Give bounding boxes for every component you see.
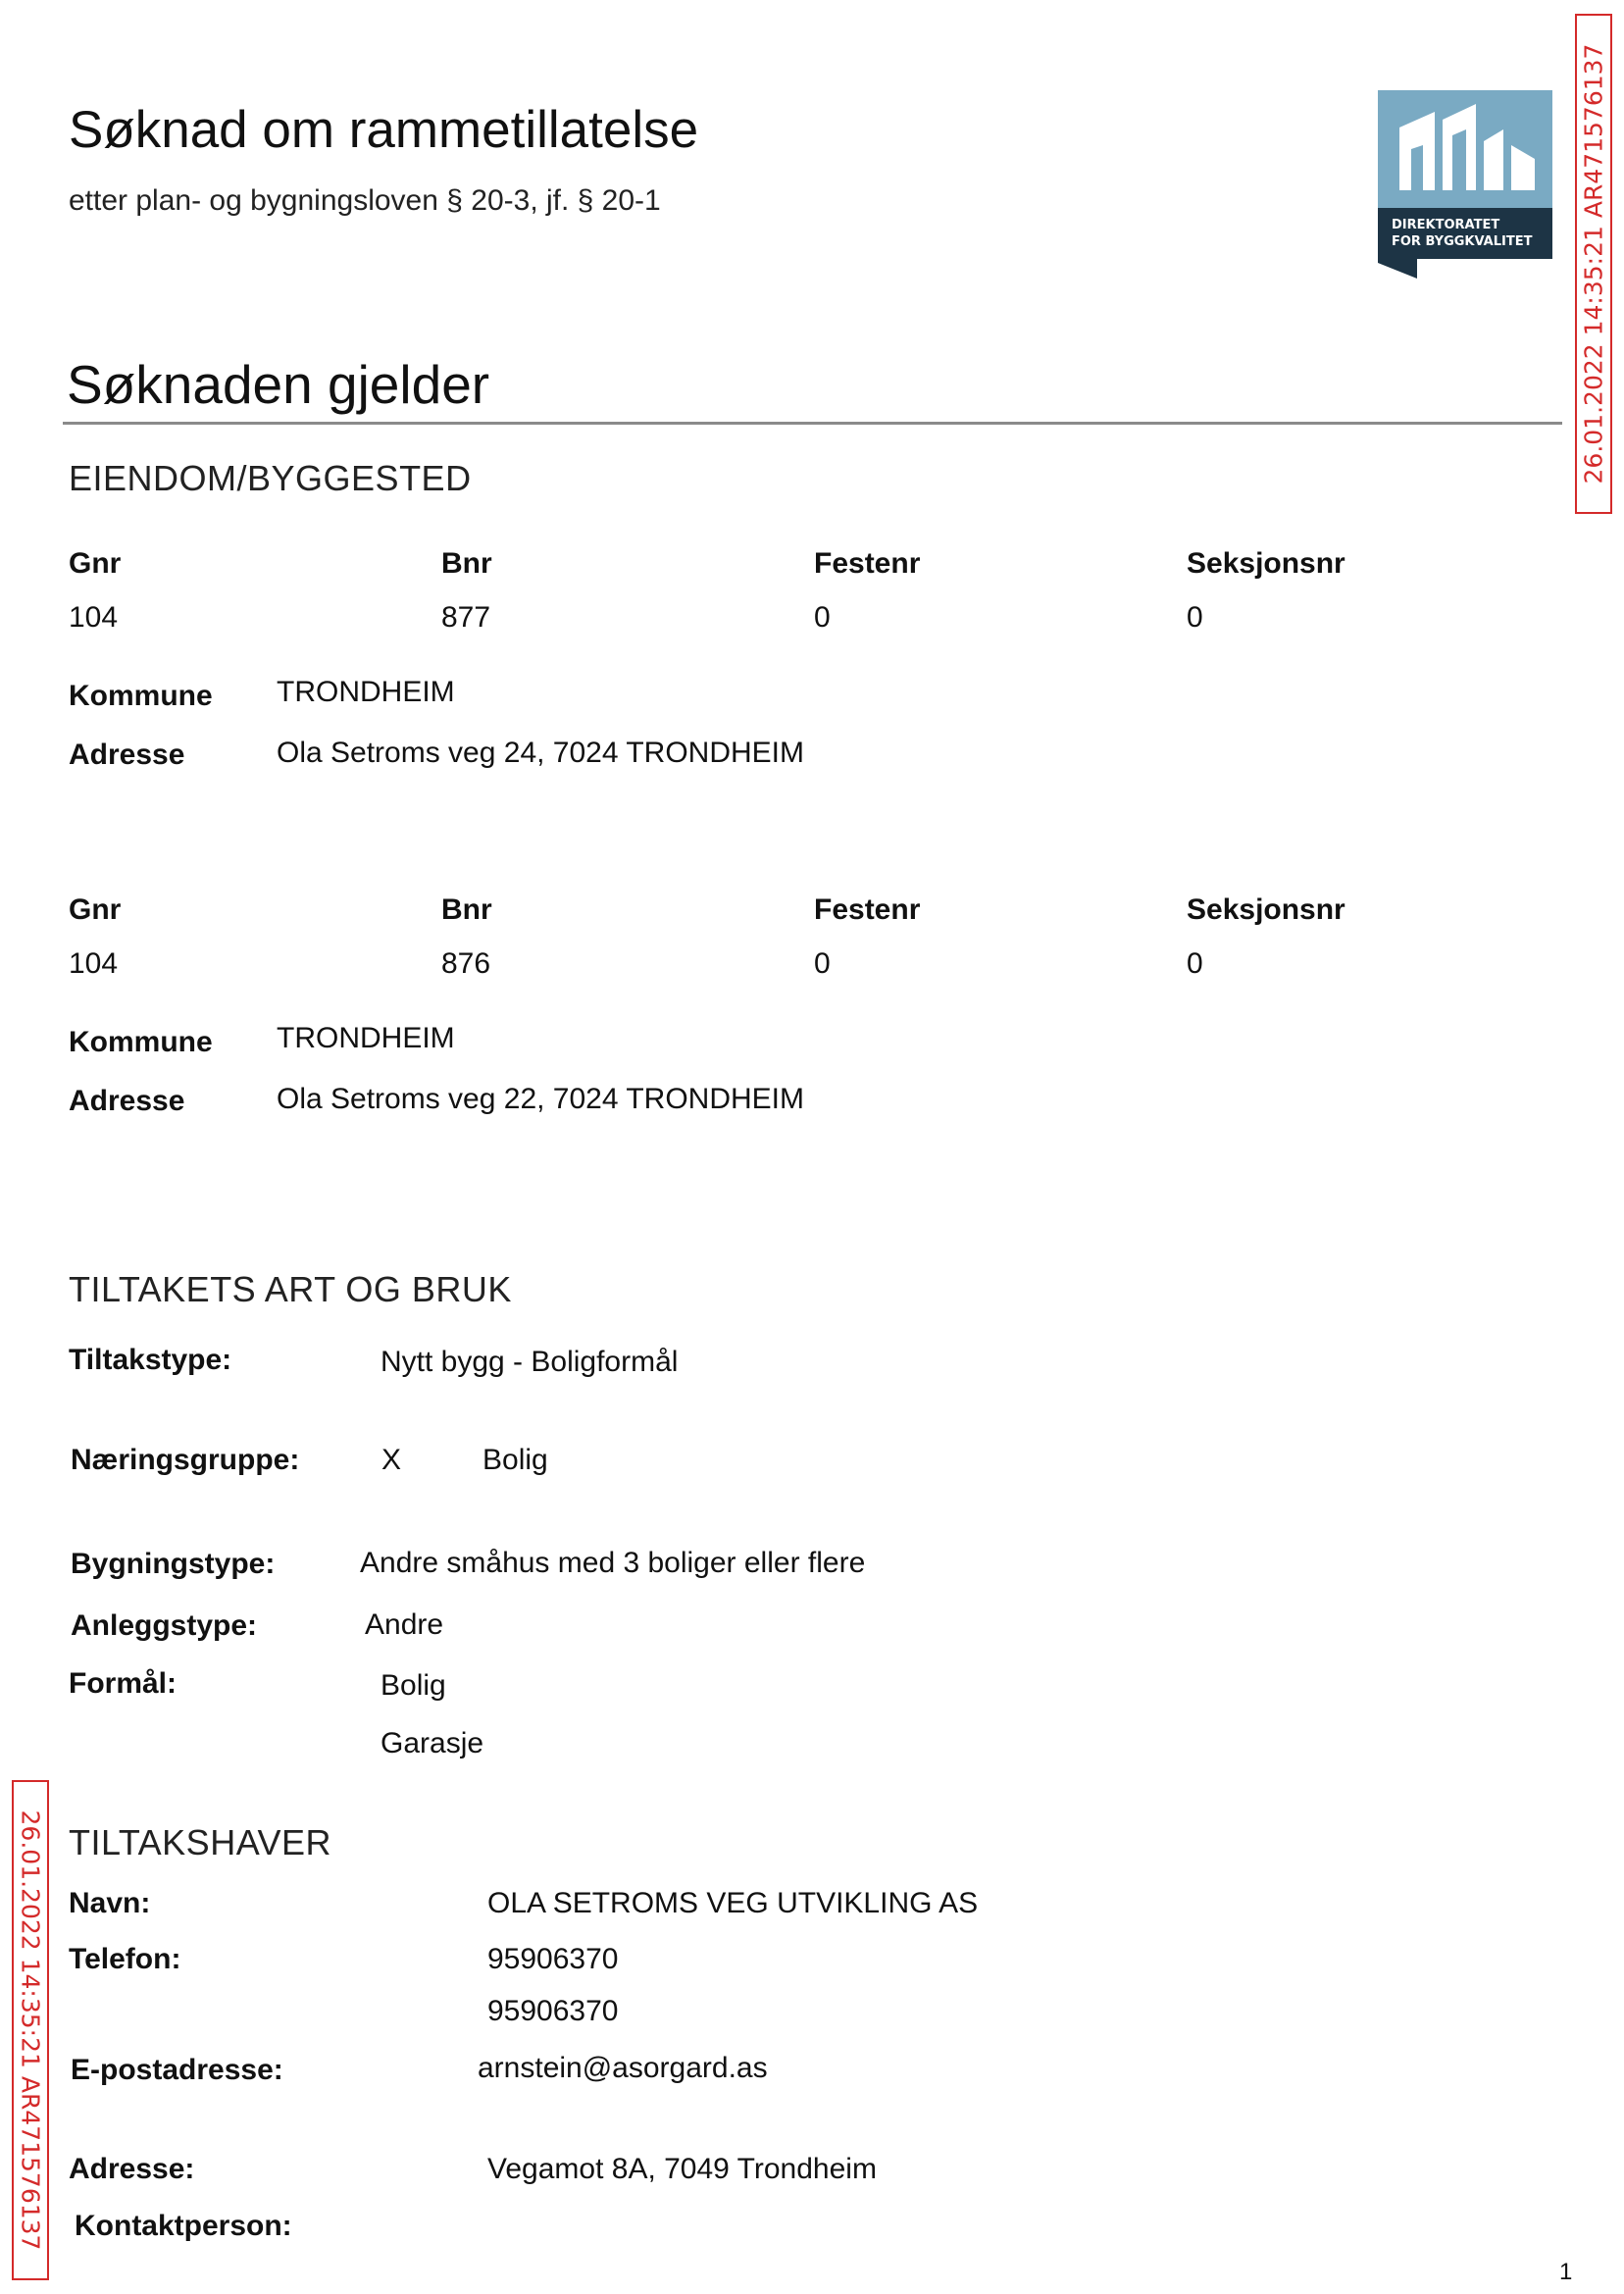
tiltakstype-label: Tiltakstype: xyxy=(69,1344,232,1376)
dibk-logo-icon xyxy=(1378,90,1552,279)
kommune-value: TRONDHEIM xyxy=(277,676,455,708)
naeringsgruppe-value: Bolig xyxy=(482,1444,548,1476)
festenr-label: Festenr xyxy=(814,547,921,580)
gnr-value: 104 xyxy=(69,601,119,634)
navn-label: Navn: xyxy=(69,1887,151,1919)
anleggstype-value: Andre xyxy=(365,1608,444,1641)
kommune-value: TRONDHEIM xyxy=(277,1022,455,1054)
archive-stamp-text: 26.01.2022 14:35:21 AR471576137 xyxy=(16,1810,45,2251)
naeringsgruppe-label: Næringsgruppe: xyxy=(71,1444,300,1476)
naeringsgruppe-code: X xyxy=(381,1444,402,1476)
bnr-value: 876 xyxy=(441,947,491,980)
adresse-value: Ola Setroms veg 22, 7024 TRONDHEIM xyxy=(277,1083,804,1115)
tiltakshaver-heading: TILTAKSHAVER xyxy=(69,1822,332,1862)
formal-label: Formål: xyxy=(69,1667,178,1700)
bnr-label: Bnr xyxy=(441,547,492,580)
adresse-value: Vegamot 8A, 7049 Trondheim xyxy=(487,2153,877,2185)
adresse-label: Adresse xyxy=(69,1085,185,1117)
dibk-logo xyxy=(1378,90,1552,279)
adresse-label: Adresse: xyxy=(69,2153,195,2185)
logo-line1: DIREKTORATET xyxy=(1392,218,1500,232)
seksjonsnr-value: 0 xyxy=(1187,601,1203,634)
seksjonsnr-value: 0 xyxy=(1187,947,1203,980)
kommune-label: Kommune xyxy=(69,1026,213,1058)
kommune-label: Kommune xyxy=(69,680,213,712)
logo-line2: FOR BYGGKVALITET xyxy=(1392,234,1533,249)
bnr-value: 877 xyxy=(441,601,491,634)
adresse-label: Adresse xyxy=(69,739,185,771)
anleggstype-label: Anleggstype: xyxy=(71,1609,258,1642)
navn-value: OLA SETROMS VEG UTVIKLING AS xyxy=(487,1887,979,1919)
page-number: 1 xyxy=(1559,2259,1573,2285)
gnr-label: Gnr xyxy=(69,893,122,926)
section-title: Søknaden gjelder xyxy=(67,354,490,415)
document-subtitle: etter plan- og bygningsloven § 20-3, jf. § 20-1 xyxy=(69,184,661,217)
bygningstype-value: Andre småhus med 3 boliger eller flere xyxy=(360,1547,866,1579)
telefon-value: 95906370 xyxy=(487,1943,619,1975)
bygningstype-label: Bygningstype: xyxy=(71,1548,276,1580)
seksjonsnr-label: Seksjonsnr xyxy=(1187,893,1345,926)
festenr-value: 0 xyxy=(814,601,831,634)
epost-value: arnstein@asorgard.as xyxy=(478,2052,768,2084)
tiltak-heading: TILTAKETS ART OG BRUK xyxy=(69,1269,512,1309)
eiendom-heading: EIENDOM/BYGGESTED xyxy=(69,458,472,498)
document-title: Søknad om rammetillatelse xyxy=(69,101,699,159)
tiltakstype-value: Nytt bygg - Boligformål xyxy=(381,1346,679,1378)
adresse-value: Ola Setroms veg 24, 7024 TRONDHEIM xyxy=(277,737,804,769)
formal-value: Garasje xyxy=(381,1727,484,1759)
archive-stamp-right xyxy=(1575,14,1612,514)
formal-value: Bolig xyxy=(381,1669,446,1702)
telefon-value: 95906370 xyxy=(487,1995,619,2027)
telefon-label: Telefon: xyxy=(69,1943,181,1975)
kontaktperson-label: Kontaktperson: xyxy=(75,2210,292,2242)
festenr-label: Festenr xyxy=(814,893,921,926)
festenr-value: 0 xyxy=(814,947,831,980)
bnr-label: Bnr xyxy=(441,893,492,926)
gnr-label: Gnr xyxy=(69,547,122,580)
epost-label: E-postadresse: xyxy=(71,2054,283,2086)
archive-stamp-left xyxy=(12,1780,49,2280)
gnr-value: 104 xyxy=(69,947,119,980)
section-divider xyxy=(63,422,1562,425)
archive-stamp-text: 26.01.2022 14:35:21 AR471576137 xyxy=(1579,43,1608,484)
seksjonsnr-label: Seksjonsnr xyxy=(1187,547,1345,580)
